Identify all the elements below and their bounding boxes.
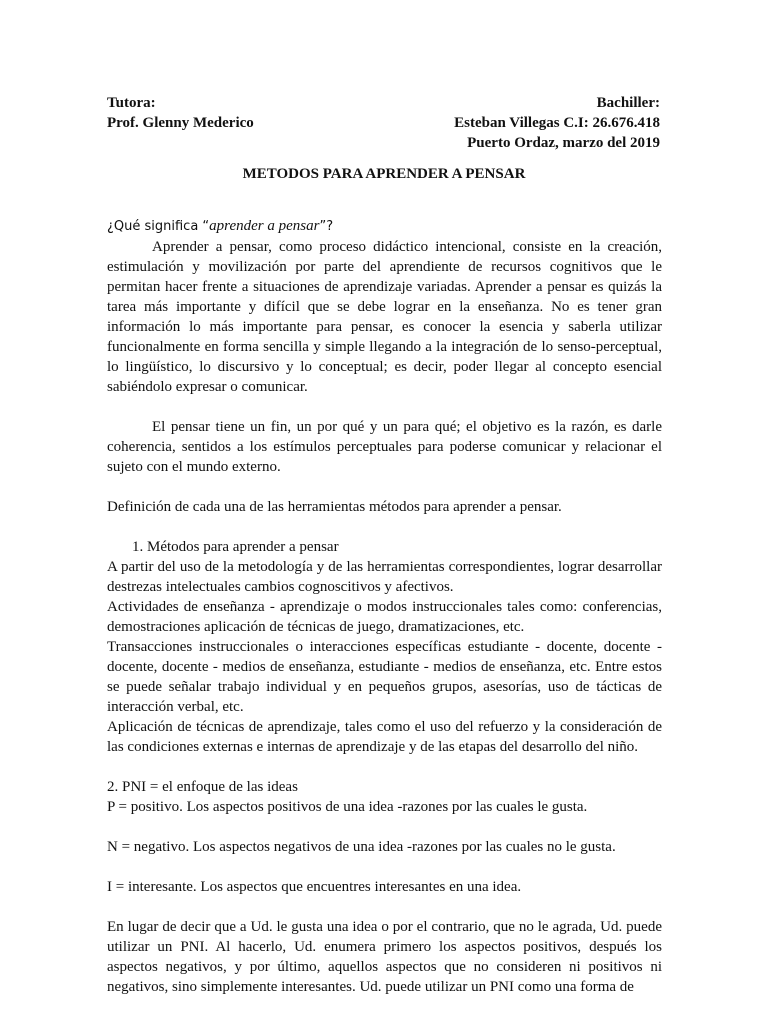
paragraph-6: Transacciones instruccionales o interacciones específicas estudiante - docente, docente - docente, docente - medios de enseñanza, estudiante - medios de enseñanza, etc. Entre estos se puede señalar trabajo individual y en pequeños grupos, asesorías, uso de tácticas de interacción verbal, etc.	[107, 639, 662, 715]
tutor-block	[107, 93, 254, 133]
tutor-label: Tutora:	[107, 95, 156, 111]
paragraph-1: Aprender a pensar, como proceso didáctico intencional, consiste en la creación, estimulación y movilización por parte del aprendiente de recursos cognitivos que le permitan hacer frente a situaciones de aprendizaje variadas. Aprender a pensar es quizás la tarea más importante y difícil que se debe lograr en la enseñanza. No es tener gran información lo más importante para pensar, es conocer la esencia y saberla utilizar funcionalmente en forma sencilla y simple llegando a la integración de lo senso-perceptual, lo lingüístico, lo discursivo y lo conceptual; es decir, poder llegar al concepto esencial sabiéndolo expresar o comunicar.	[107, 239, 662, 395]
paragraph-11: En lugar de decir que a Ud. le gusta una idea o por el contrario, que no le agrada, Ud. puede utilizar un PNI. Al hacerlo, Ud. enumera primero los aspectos positivos, después los aspectos negativos, y por último, aquellos aspectos que no consideren ni positivos ni negativos, sino simplemente interesantes. Ud. puede utilizar un PNI como una forma de	[107, 919, 662, 995]
paragraph-7: Aplicación de técnicas de aprendizaje, tales como el uso del refuerzo y la consideración de las condiciones externas e internas de aprendizaje y de las etapas del desarrollo del niño.	[107, 719, 662, 755]
document-body	[107, 216, 662, 997]
place-date: Puerto Ordaz, marzo del 2019	[467, 135, 660, 151]
paragraph-5: Actividades de enseñanza - aprendizaje o modos instruccionales tales como: conferencias, demostraciones aplicación de técnicas de juego, dramatizaciones, etc.	[107, 599, 662, 635]
question-emphasis: aprender a pensar	[209, 218, 320, 234]
student-label: Bachiller:	[596, 95, 660, 111]
list-item-1: 1. Métodos para aprender a pensar	[132, 539, 339, 555]
document-title: METODOS PARA APRENDER A PENSAR	[242, 166, 526, 182]
student-name: Esteban Villegas C.I: 26.676.418	[454, 115, 660, 131]
paragraph-3: Definición de cada una de las herramientas métodos para aprender a pensar.	[107, 499, 562, 515]
paragraph-9: N = negativo. Los aspectos negativos de una idea -razones por las cuales no le gusta.	[107, 839, 616, 855]
paragraph-2: El pensar tiene un fin, un por qué y un para qué; el objetivo es la razón, es darle coherencia, sentidos a los estímulos perceptuales para poderse comunicar y relacionar el sujeto con el mundo externo.	[107, 419, 662, 475]
question-heading: ¿Qué significa “aprender a pensar”?	[107, 218, 334, 234]
student-block	[454, 93, 660, 153]
tutor-name: Prof. Glenny Mederico	[107, 115, 254, 131]
paragraph-4: A partir del uso de la metodología y de las herramientas correspondientes, lograr desarrollar destrezas intelectuales cambios cognoscitivos y afectivos.	[107, 559, 662, 595]
paragraph-10: I = interesante. Los aspectos que encuentres interesantes en una idea.	[107, 879, 522, 895]
paragraph-8: P = positivo. Los aspectos positivos de una idea -razones por las cuales le gusta.	[107, 799, 588, 815]
list-item-2: 2. PNI = el enfoque de las ideas	[107, 779, 298, 795]
